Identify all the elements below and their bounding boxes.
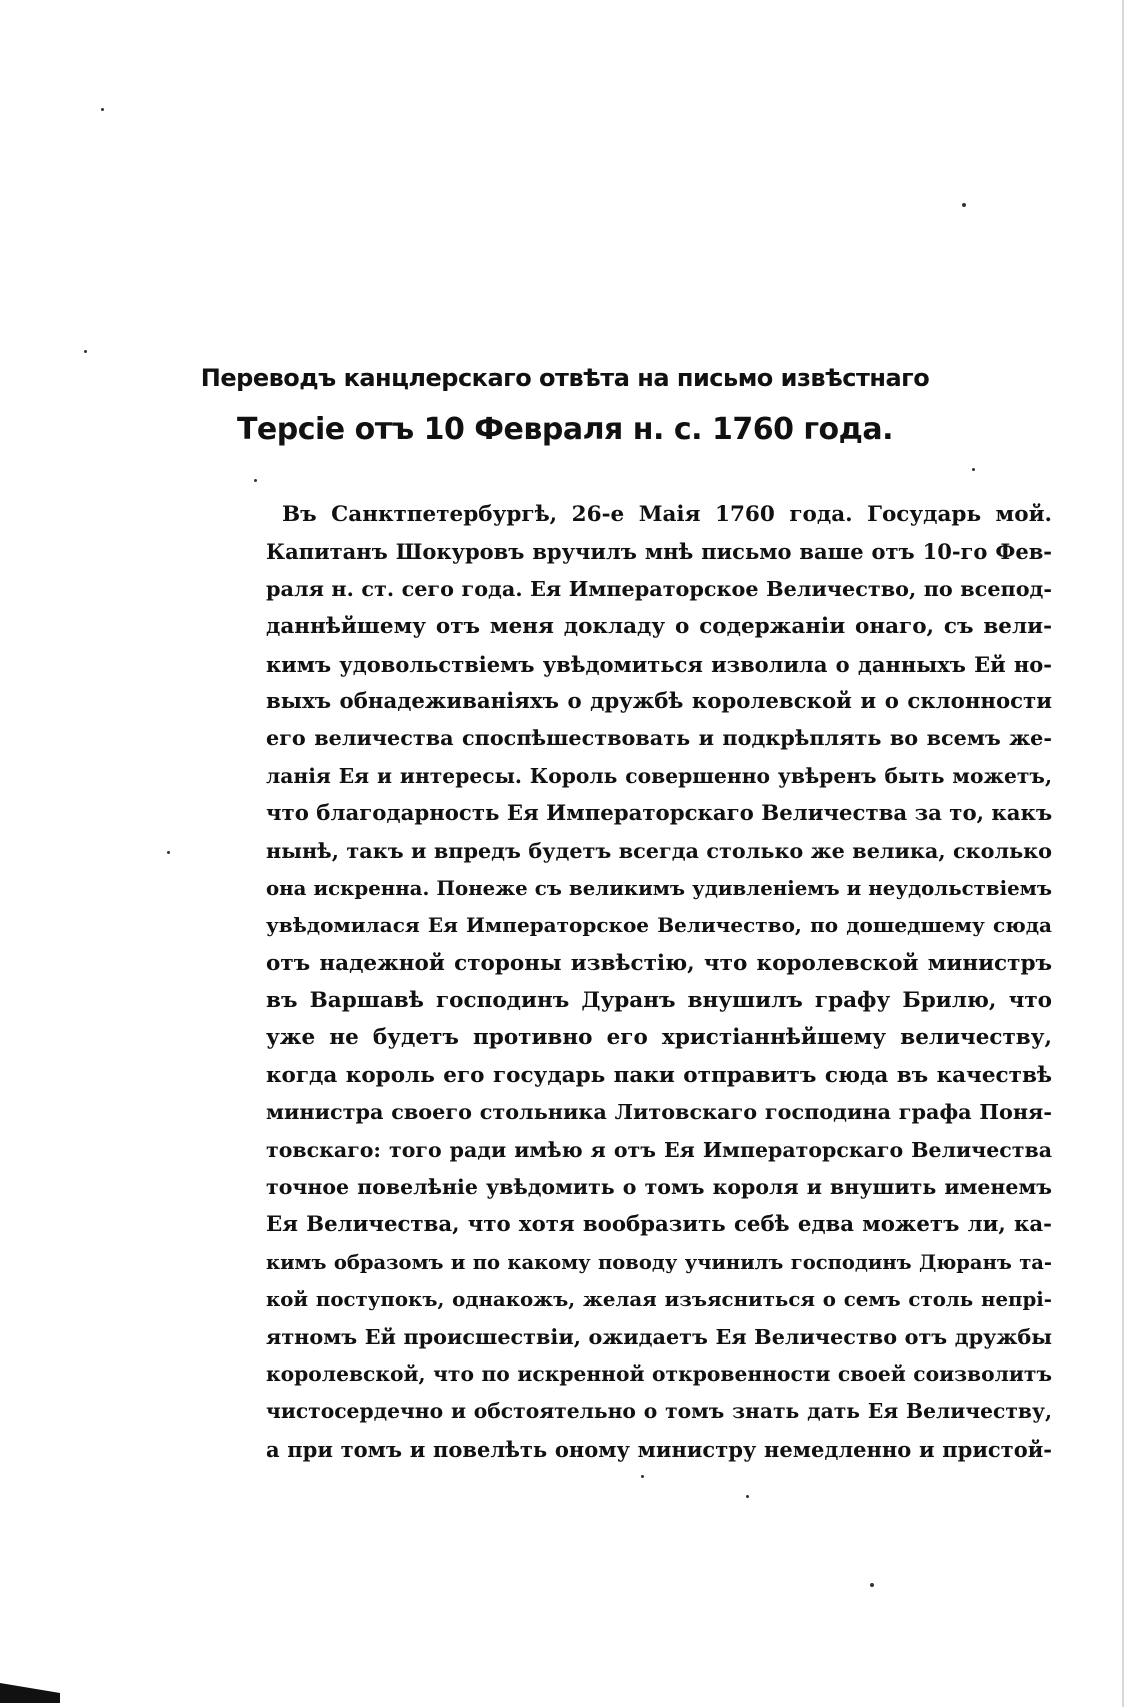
body-line-21: кимъ образомъ и по какому поводу учинилъ господинъ Дюранъ та-: [266, 1250, 1052, 1274]
body-line-20: Ея Величества, что хотя вообразить себѣ едва можетъ ли, ка-: [266, 1212, 1052, 1238]
body-line-15: уже не будетъ противно его христіаннѣйшему величеству,: [266, 1025, 1052, 1051]
body-line-8: ланія Ея и интересы. Король совершенно увѣренъ быть можетъ,: [266, 763, 1052, 788]
document-title: [200, 352, 930, 456]
body-line-10: нынѣ, такъ и впредъ будетъ всегда столько же велика, сколько: [266, 838, 1052, 863]
body-line-13: отъ надежной стороны извѣстію, что королевской министръ: [266, 950, 1052, 976]
body-line-24: королевской, что по искренной откровенности своей соизволитъ: [266, 1361, 1052, 1386]
scan-speck: [746, 1495, 749, 1498]
body-line-7: его величества споспѣшествовать и подкрѣплять во всемъ же-: [266, 726, 1052, 751]
body-line-26: а при томъ и повелѣть оному министру немедленно и пристой-: [266, 1436, 1052, 1462]
body-line-23: ятномъ Ей происшествіи, ожидаетъ Ея Величество отъ дружбы: [266, 1324, 1052, 1349]
body-line-12: увѣдомилася Ея Императорское Величество, по дошедшему сюда: [266, 913, 1052, 938]
body-line-4: даннѣйшему отъ меня докладу о содержаніи онаго, съ вели-: [266, 614, 1052, 640]
body-line-25: чистосердечно и обстоятельно о томъ знать дать Ея Величеству,: [266, 1399, 1052, 1424]
scan-speck: [254, 479, 257, 482]
scan-speck: [870, 1583, 874, 1587]
title-line-1: Переводъ канцлерскаго отвѣта на письмо извѣстнаго: [200, 364, 930, 392]
title-line-2: Терсіе отъ 10 Февраля н. с. 1760 года.: [236, 412, 894, 447]
body-line-18: товскаго: того ради имѣю я отъ Ея Императорскаго Величества: [266, 1137, 1052, 1162]
body-line-3: раля н. ст. сего года. Ея Императорское Величество, по всепод-: [266, 576, 1052, 601]
body-line-6: выхъ обнадеживаніяхъ о дружбѣ королевской и о склонности: [266, 688, 1052, 714]
scan-speck: [167, 851, 170, 854]
scan-speck: [972, 468, 975, 471]
scan-speck: [641, 1475, 644, 1478]
body-line-19: точное повелѣніе увѣдомить о томъ короля и внушить именемъ: [266, 1175, 1052, 1200]
body-line-14: въ Варшавѣ господинъ Дуранъ внушилъ графу Брилю, что: [266, 988, 1052, 1014]
scan-speck: [101, 108, 104, 111]
body-line-22: кой поступокъ, однакожъ, желая изъясниться о семъ столь непрі-: [266, 1287, 1052, 1312]
body-line-2: Капитанъ Шокуровъ вручилъ мнѣ письмо ваше отъ 10-го Фев-: [266, 539, 1052, 565]
page-edge-line: [1122, 0, 1124, 1707]
body-line-9: что благодарность Ея Императорскаго Величества за то, какъ: [266, 801, 1053, 827]
scan-speck: [84, 350, 87, 353]
letter-body: [266, 496, 1052, 1468]
body-line-16: когда король его государь паки отправитъ сюда въ качествѣ: [266, 1062, 1052, 1088]
body-line-17: министра своего стольника Литовскаго господина графа Поня-: [266, 1100, 1052, 1125]
scan-corner-mark: [0, 1683, 60, 1703]
scan-speck: [962, 203, 966, 207]
body-line-1: Въ Санктпетербургѣ, 26-е Маія 1760 года. Государь мой.: [282, 502, 1052, 527]
body-line-5: кимъ удовольствіемъ увѣдомиться изволила о данныхъ Ей но-: [266, 651, 1052, 677]
body-line-11: она искренна. Понеже съ великимъ удивленіемъ и неудольствіемъ: [266, 875, 1052, 900]
